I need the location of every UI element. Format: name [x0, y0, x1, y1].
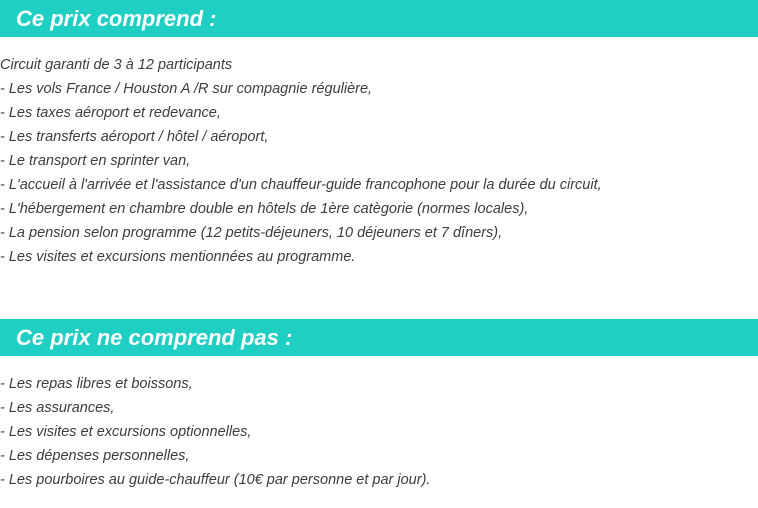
- includes-item: - Les visites et excursions mentionnées au programme.: [0, 249, 356, 265]
- excludes-item: - Les dépenses personnelles,: [0, 448, 190, 464]
- includes-item: - Les vols France / Houston A /R sur compagnie régulière,: [0, 81, 373, 97]
- includes-heading: Ce prix comprend :: [0, 0, 758, 37]
- includes-list: [0, 53, 758, 269]
- includes-item: Circuit garanti de 3 à 12 participants: [0, 57, 233, 73]
- includes-item: - L'hébergement en chambre double en hôtels de 1ère catègorie (normes locales),: [0, 201, 529, 217]
- excludes-item: - Les repas libres et boissons,: [0, 376, 193, 392]
- excludes-item: - Les visites et excursions optionnelles,: [0, 424, 252, 440]
- excludes-item: - Les assurances,: [0, 400, 115, 416]
- includes-item: - Les taxes aéroport et redevance,: [0, 105, 221, 121]
- excludes-list: [0, 372, 758, 492]
- excludes-item: - Les pourboires au guide-chauffeur (10€ par personne et par jour).: [0, 472, 431, 488]
- excludes-heading: Ce prix ne comprend pas :: [0, 319, 758, 356]
- includes-item: - Les transferts aéroport / hôtel / aéroport,: [0, 129, 269, 145]
- includes-item: - Le transport en sprinter van,: [0, 153, 191, 169]
- includes-item: - L'accueil à l'arrivée et l'assistance d'un chauffeur-guide francophone pour la durée du circuit,: [0, 177, 602, 193]
- includes-item: - La pension selon programme (12 petits-déjeuners, 10 déjeuners et 7 dîners),: [0, 225, 503, 241]
